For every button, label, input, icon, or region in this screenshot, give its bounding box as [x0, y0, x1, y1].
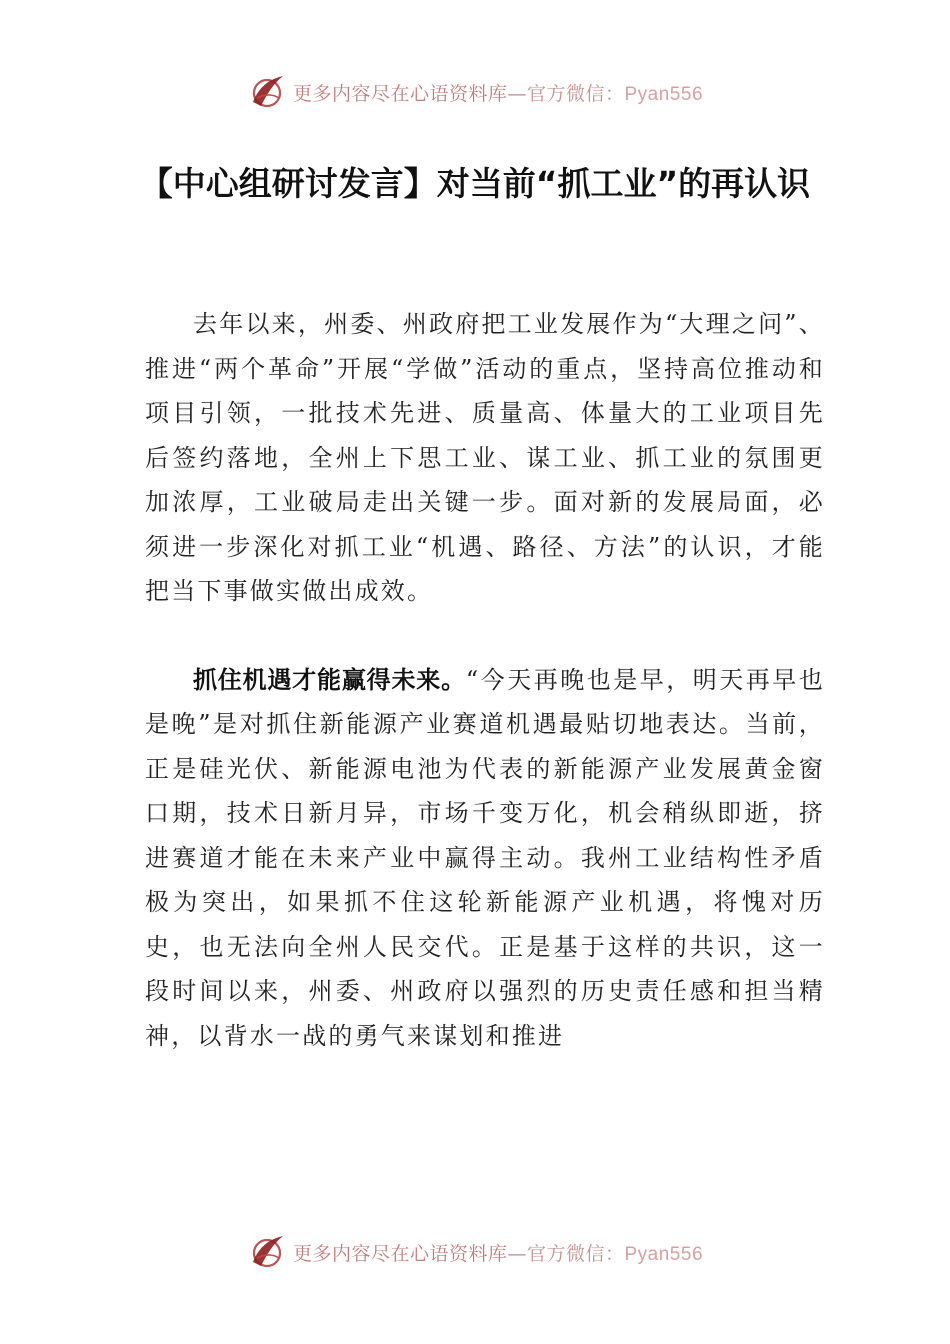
- banner-dash: —: [507, 82, 527, 105]
- paragraph-text: “今天再晚也是早，明天再早也是晚”是对抓住新能源产业赛道机遇最贴切地表达。当前，正是硅光伏、新能源电池为代表的新能源产业发展黄金窗口期，技术日新月异，市场千变万化，机会稍纵即逝，挤进赛道才能在未来产业中赢得主动。我州工业结构性矛盾极为突出，如果抓不住这轮新能源产业机遇，将愧对历史，也无法向全州人民交代。正是基于这样的共识，这一段时间以来，州委、州政府以强烈的历史责任感和担当精神，以背水一战的勇气来谋划和推进: [145, 665, 825, 1050]
- paragraph-intro: [145, 302, 825, 614]
- paragraph-opportunity: [145, 658, 825, 1059]
- banner-wechat-id: Pyan556: [624, 83, 704, 105]
- banner-dash: —: [507, 1242, 527, 1265]
- banner-official-label: 官方微信：: [526, 1242, 625, 1265]
- banner-prefix: 更多内容尽在心语资料库: [292, 1242, 508, 1265]
- header-banner: [0, 70, 950, 114]
- paragraph-text: 去年以来，州委、州政府把工业发展作为“大理之问”、推进“两个革命”开展“学做”活动的重点，坚持高位推动和项目引领，一批技术先进、质量高、体量大的工业项目先后签约落地，全州上下思工业、谋工业、抓工业的氛围更加浓厚，工业破局走出关键一步。面对新的发展局面，必须进一步深化对抓工业“机遇、路径、方法”的认识，才能把当下事做实做出成效。: [145, 310, 825, 605]
- banner-text: [293, 79, 703, 106]
- banner-text: [293, 1239, 703, 1266]
- banner-wechat-id: Pyan556: [624, 1243, 704, 1265]
- paragraph-lead: 抓住机遇才能赢得未来。: [193, 665, 466, 694]
- footer-banner: [0, 1230, 950, 1274]
- brush-swirl-logo-icon: [247, 72, 287, 112]
- banner-official-label: 官方微信：: [526, 82, 625, 105]
- document-body: [145, 302, 825, 1058]
- brush-swirl-logo-icon: [247, 1232, 287, 1272]
- banner-prefix: 更多内容尽在心语资料库: [292, 82, 508, 105]
- document-title: 【中心组研讨发言】对当前“抓工业”的再认识: [139, 164, 811, 203]
